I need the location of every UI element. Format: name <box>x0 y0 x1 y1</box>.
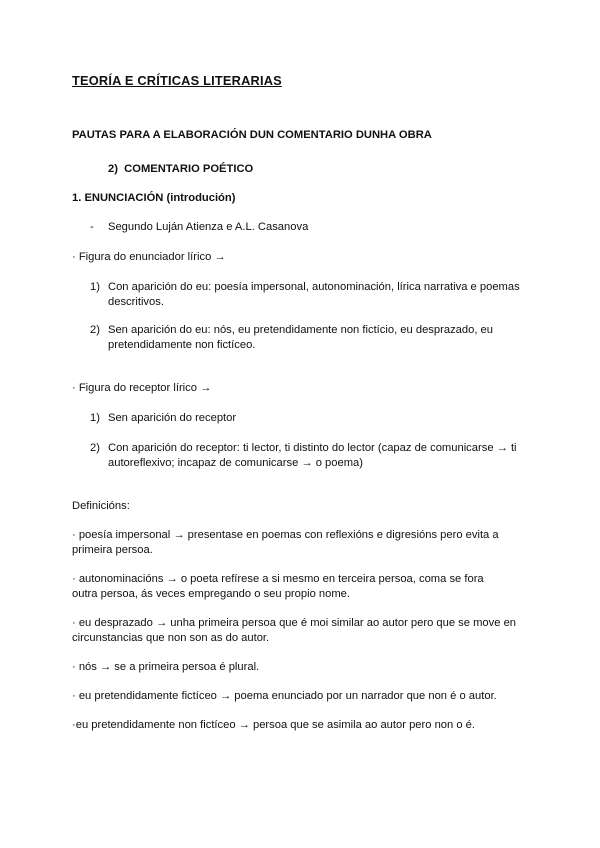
receptor-item-number: 1) <box>90 412 100 424</box>
document-subtitle: PAUTAS PARA A ELABORACIÓN DUN COMENTARIO DUNHA OBRA <box>72 129 432 141</box>
document-title: TEORÍA E CRÍTICAS LITERARIAS <box>72 73 282 88</box>
definition-item: · eu desprazado → unha primeira persoa que é moi similar ao autor pero que se move en circunstancias que non son as do autor. <box>72 617 517 644</box>
source-note: Segundo Luján Atienza e A.L. Casanova <box>108 221 309 233</box>
source-note-dash: - <box>90 221 94 233</box>
enunciador-label: · Figura do enunciador lírico → <box>72 251 226 263</box>
definition-item: · poesía impersonal → presentase en poemas con reflexións e digresións pero evita a primeira persoa. <box>72 529 499 556</box>
definition-item: · eu pretendidamente fictíceo → poema enunciado por un narrador que non é o autor. <box>72 690 497 702</box>
receptor-item: Sen aparición do receptor <box>108 412 237 424</box>
definition-item: · nós → se a primeira persoa é plural. <box>72 661 260 673</box>
definition-item: ·eu pretendidamente non fictíceo → persoa que se asimila ao autor pero non o é. <box>72 719 476 731</box>
receptor-label: · Figura do receptor lírico → <box>72 382 212 394</box>
receptor-item-number: 2) <box>90 442 100 454</box>
definition-item: · autonominacións → o poeta refírese a si mesmo en terceira persoa, coma se fora outra persoa, ás veces empregando o seu propio nome. <box>72 573 484 600</box>
enunciador-item: Con aparición do eu: poesía impersonal, autonominación, lírica narrativa e poemas descritivos. <box>108 281 520 308</box>
subsection-heading: 1. ENUNCIACIÓN (introdución) <box>72 192 236 204</box>
enunciador-item: Sen aparición do eu: nós, eu pretendidamente non fictício, eu desprazado, eu pretendidamente non fictíceo. <box>108 324 493 351</box>
definitions-heading: Definicións: <box>72 500 130 512</box>
enunciador-item-number: 2) <box>90 324 100 336</box>
enunciador-item-number: 1) <box>90 281 100 293</box>
receptor-item: Con aparición do receptor: ti lector, ti distinto do lector (capaz de comunicarse → ti autoreflexivo; incapaz de comunicarse → o poema) <box>108 442 517 469</box>
section-heading: 2) COMENTARIO POÉTICO <box>108 163 254 175</box>
